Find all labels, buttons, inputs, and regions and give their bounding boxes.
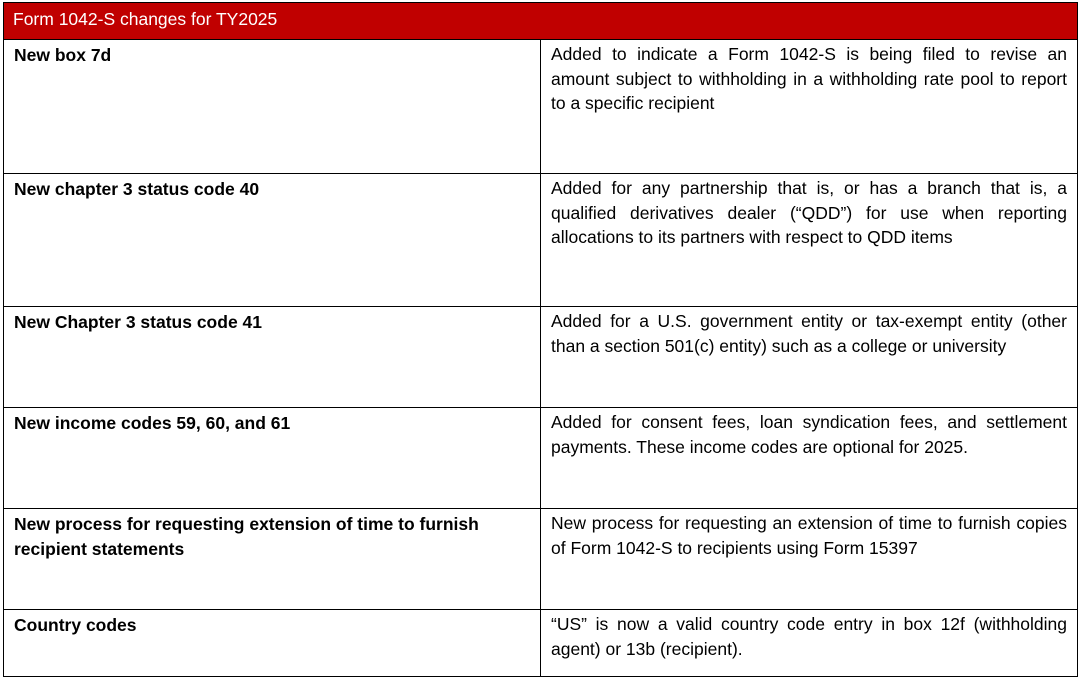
table-row (4, 610, 1078, 677)
table-title: Form 1042-S changes for TY2025 (4, 3, 1078, 40)
change-label: New box 7d (4, 40, 541, 174)
change-description: “US” is now a valid country code entry in box 12f (withholding agent) or 13b (recipient). (541, 610, 1078, 677)
table-row (4, 408, 1078, 509)
table-row (4, 307, 1078, 408)
table-row (4, 174, 1078, 307)
change-label: New income codes 59, 60, and 61 (4, 408, 541, 509)
change-label: New Chapter 3 status code 41 (4, 307, 541, 408)
changes-table (3, 2, 1078, 677)
change-label: New process for requesting extension of time to furnish recipient statements (4, 509, 541, 610)
table-header-row (4, 3, 1078, 40)
table-row (4, 509, 1078, 610)
change-label: New chapter 3 status code 40 (4, 174, 541, 307)
change-description: Added for a U.S. government entity or tax-exempt entity (other than a section 501(c) entity) such as a college or university (541, 307, 1078, 408)
table-row (4, 40, 1078, 174)
change-description: New process for requesting an extension of time to furnish copies of Form 1042-S to recipients using Form 15397 (541, 509, 1078, 610)
change-description: Added for any partnership that is, or has a branch that is, a qualified derivatives dealer (“QDD”) for use when reporting allocations to its partners with respect to QDD items (541, 174, 1078, 307)
change-description: Added to indicate a Form 1042-S is being filed to revise an amount subject to withholding in a withholding rate pool to report to a specific recipient (541, 40, 1078, 174)
change-description: Added for consent fees, loan syndication fees, and settlement payments. These income codes are optional for 2025. (541, 408, 1078, 509)
change-label: Country codes (4, 610, 541, 677)
